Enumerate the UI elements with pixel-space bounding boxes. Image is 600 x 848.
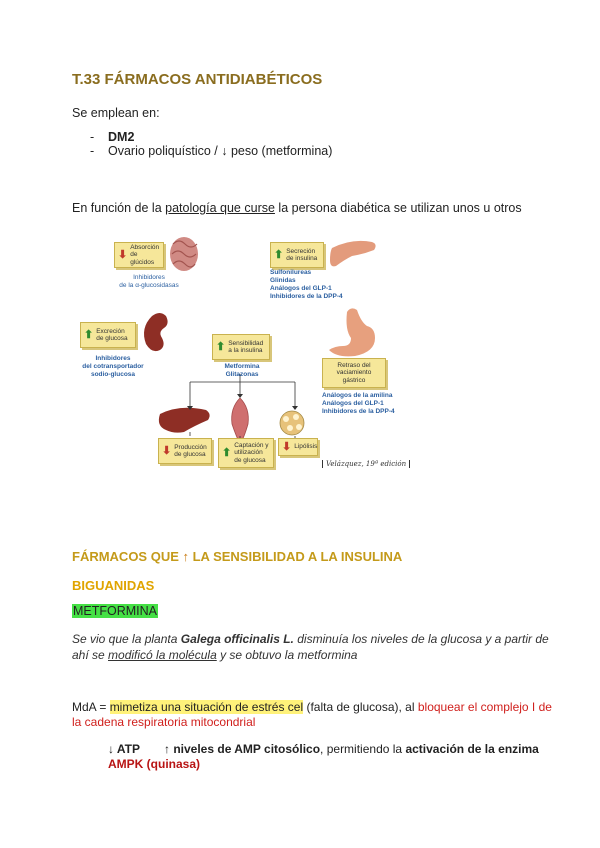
adipose-icon (280, 411, 304, 435)
function-text: En función de la (72, 201, 166, 215)
label-line: Análogos del GLP-1 (322, 400, 384, 408)
label-secretagogos (270, 269, 343, 302)
mda-line-1 (72, 700, 552, 714)
galega-underlined: modificó la molécula (108, 648, 217, 662)
bullet-text: DM2 (108, 130, 135, 144)
galega-text: ahí se (72, 648, 109, 662)
intestine-icon (170, 237, 198, 271)
bullet-dash: - (90, 144, 95, 158)
label-sensibilizadores (208, 363, 276, 379)
box-label: Absorción de glúcidos (130, 243, 160, 266)
mda-text: (falta de glucosa), al (303, 700, 418, 714)
label-line: Glinidas (270, 277, 296, 285)
list-item (90, 144, 332, 158)
mda-red-text: bloquear el complejo I de (417, 700, 552, 714)
label-line: Análogos de la amilina (322, 392, 393, 399)
label-line: Análogos del GLP-1 (270, 285, 332, 293)
liver-icon (159, 408, 210, 433)
activation-text: activación de la enzima (405, 742, 539, 756)
plant-name: Galega officinalis L. (180, 632, 294, 646)
function-underlined: patología que curse (165, 201, 275, 215)
box-label: Sensibilidad a la insulina (228, 339, 264, 354)
mda-highlight-2: situación de estrés cel (181, 700, 304, 714)
arrow-up-icon: ⬆ (274, 248, 284, 261)
mda-highlight: mimetiza una (109, 700, 182, 714)
amp-text: niveles de AMP citosólico (170, 742, 321, 756)
bullet-text: Ovario poliquístico / ↓ peso (metformina) (108, 144, 333, 158)
label-inhib-alfa (106, 274, 192, 290)
box-label: Excreción de glucosa (96, 327, 128, 342)
galega-text: Se vio que la planta (72, 632, 181, 646)
pancreas-icon (330, 241, 376, 267)
label-line: Inhibidores de la DPP-4 (322, 408, 395, 416)
label-gastricos (322, 392, 395, 416)
heading-metformina: METFORMINA (73, 604, 158, 618)
mda-line-2: la cadena respiratoria mitocondrial (72, 715, 256, 729)
box-lipolisis (278, 438, 318, 456)
galega-text: disminuía los niveles de la glucosa y a partir de (293, 632, 549, 646)
label-line: Glitazonas (225, 371, 259, 379)
figure-signature: Velázquez, 19ª edición (322, 460, 410, 468)
label-line: Sulfonilureas (270, 269, 312, 276)
galega-line-1 (72, 632, 549, 646)
ampk-text: AMPK (quinasa) (108, 757, 201, 771)
atp-line-1 (108, 742, 539, 756)
arrow-down-icon: ⬇ (282, 440, 292, 453)
box-label: Captación y utilización de glucosa (234, 441, 269, 464)
label-line: Metformina (224, 363, 260, 370)
label-line: del cotransportador (82, 363, 144, 371)
label-line: sodio-glucosa (90, 371, 136, 379)
galega-line-2 (72, 648, 357, 662)
arrow-up-icon: ⬆ (84, 328, 94, 341)
box-label: Lipólisis (294, 443, 318, 451)
atp-text: ↓ ATP (108, 742, 140, 756)
arrow-down-icon: ⬇ (162, 444, 172, 457)
label-line: Inhibidores (133, 274, 165, 281)
galega-text: y se obtuvo la metformina (216, 648, 358, 662)
label-inhib-sglt (68, 355, 158, 379)
stomach-icon (329, 308, 375, 356)
box-label: Secreción de insulina (286, 247, 318, 262)
bullet-dash: - (90, 130, 95, 144)
box-retraso (322, 358, 386, 388)
box-sensibilidad (212, 334, 270, 360)
label-line: de la α-glucosidasas (119, 282, 179, 290)
arrow-up-icon: ↑ (164, 742, 170, 756)
label-line: Inhibidores de la DPP-4 (270, 293, 343, 301)
intro-text: Se emplean en: (72, 106, 160, 120)
box-produccion (158, 438, 212, 464)
heading-text-end: LA SENSIBILIDAD A LA INSULINA (189, 549, 403, 564)
box-captacion (218, 438, 274, 468)
page-title: T.33 FÁRMACOS ANTIDIABÉTICOS (72, 71, 323, 88)
atp-mid-text: , permitiendo la (320, 742, 406, 756)
antidiabetic-diagram (60, 228, 420, 486)
label-line: Inhibidores (95, 355, 131, 362)
kidney-icon (144, 313, 168, 351)
heading-sensibilidad (72, 549, 402, 564)
heading-biguanidas: BIGUANIDAS (72, 578, 155, 593)
box-label: Producción de glucosa (174, 443, 207, 458)
mda-prefix: MdA = (72, 700, 110, 714)
box-absorcion (114, 242, 164, 268)
box-excrecion (80, 322, 136, 348)
arrow-down-icon: ⬇ (118, 248, 128, 261)
box-secrecion (270, 242, 324, 268)
function-line (72, 201, 522, 215)
heading-text: FÁRMACOS QUE (72, 549, 183, 564)
arrow-up-icon: ↑ (182, 549, 189, 564)
arrow-up-icon: ⬆ (222, 446, 232, 459)
box-label: Retraso del vaciamiento gástrico (336, 361, 372, 384)
function-text-end: la persona diabética se utilizan unos u otros (274, 201, 522, 215)
arrow-up-icon: ⬆ (216, 340, 226, 353)
list-item (90, 130, 134, 144)
